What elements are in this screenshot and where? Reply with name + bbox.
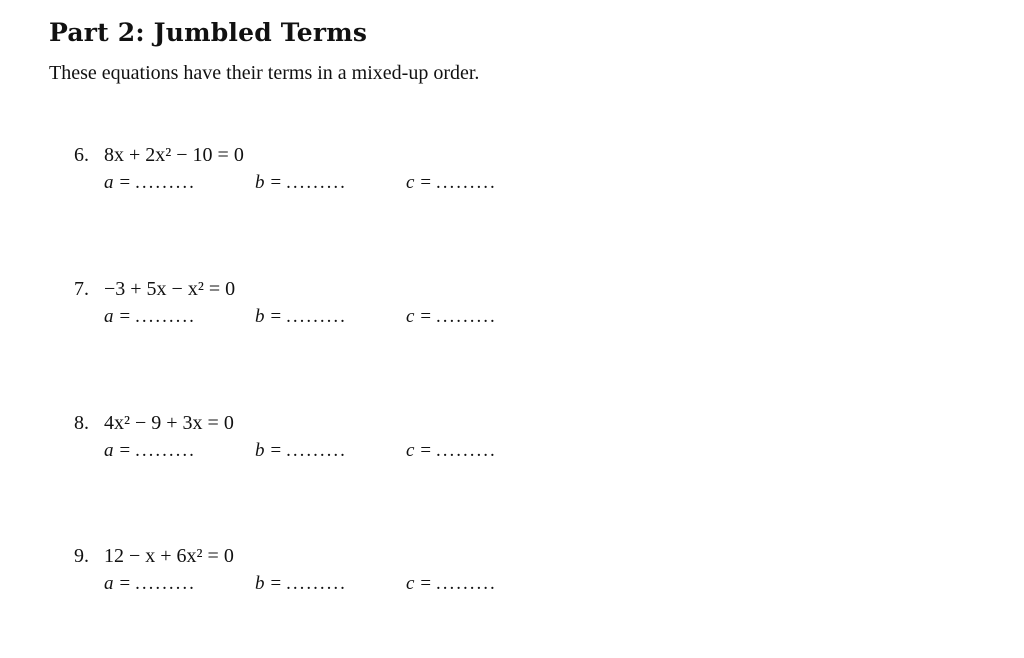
equation-text: −3 + 5x − x² = 0: [104, 278, 236, 300]
coefficient-c-label: c =: [406, 573, 433, 594]
equation-line: [74, 142, 244, 168]
coefficient-b[interactable]: [255, 170, 347, 196]
coefficient-b-label: b =: [255, 172, 283, 193]
problem-number: 7.: [74, 278, 89, 300]
coefficient-row: [104, 304, 664, 330]
coefficient-c[interactable]: [406, 438, 497, 464]
answer-blank-b[interactable]: .........: [286, 172, 347, 193]
answer-blank-c[interactable]: .........: [436, 573, 497, 594]
coefficient-c-label: c =: [406, 306, 433, 327]
coefficient-b[interactable]: [255, 438, 347, 464]
problem-9: [74, 543, 674, 603]
coefficient-a-label: a =: [104, 306, 132, 327]
coefficient-c-label: c =: [406, 172, 433, 193]
coefficient-c[interactable]: [406, 304, 497, 330]
coefficient-a[interactable]: [104, 304, 196, 330]
section-intro: These equations have their terms in a mixed-up order.: [49, 62, 480, 84]
answer-blank-a[interactable]: .........: [135, 440, 196, 461]
coefficient-a[interactable]: [104, 571, 196, 597]
coefficient-a-label: a =: [104, 573, 132, 594]
section-heading: Part 2: Jumbled Terms: [49, 18, 368, 47]
problem-number: 9.: [74, 545, 89, 567]
equation-text: 8x + 2x² − 10 = 0: [104, 144, 244, 166]
equation-line: [74, 276, 235, 302]
coefficient-c-label: c =: [406, 440, 433, 461]
problem-7: [74, 276, 674, 336]
answer-blank-a[interactable]: .........: [135, 172, 196, 193]
equation-line: [74, 410, 234, 436]
coefficient-b-label: b =: [255, 306, 283, 327]
coefficient-b[interactable]: [255, 571, 347, 597]
coefficient-c[interactable]: [406, 571, 497, 597]
coefficient-c[interactable]: [406, 170, 497, 196]
answer-blank-c[interactable]: .........: [436, 172, 497, 193]
coefficient-row: [104, 571, 664, 597]
equation-line: [74, 543, 234, 569]
answer-blank-b[interactable]: .........: [286, 306, 347, 327]
problem-number: 8.: [74, 412, 89, 434]
equation-text: 12 − x + 6x² = 0: [104, 545, 234, 567]
equation-text: 4x² − 9 + 3x = 0: [104, 412, 234, 434]
coefficient-b-label: b =: [255, 440, 283, 461]
coefficient-a-label: a =: [104, 440, 132, 461]
problem-number: 6.: [74, 144, 89, 166]
answer-blank-b[interactable]: .........: [286, 573, 347, 594]
answer-blank-c[interactable]: .........: [436, 440, 497, 461]
coefficient-row: [104, 438, 664, 464]
coefficient-row: [104, 170, 664, 196]
coefficient-b-label: b =: [255, 573, 283, 594]
coefficient-a[interactable]: [104, 170, 196, 196]
answer-blank-b[interactable]: .........: [286, 440, 347, 461]
problem-6: [74, 142, 674, 202]
coefficient-b[interactable]: [255, 304, 347, 330]
answer-blank-a[interactable]: .........: [135, 306, 196, 327]
coefficient-a-label: a =: [104, 172, 132, 193]
answer-blank-c[interactable]: .........: [436, 306, 497, 327]
coefficient-a[interactable]: [104, 438, 196, 464]
problem-8: [74, 410, 674, 470]
answer-blank-a[interactable]: .........: [135, 573, 196, 594]
